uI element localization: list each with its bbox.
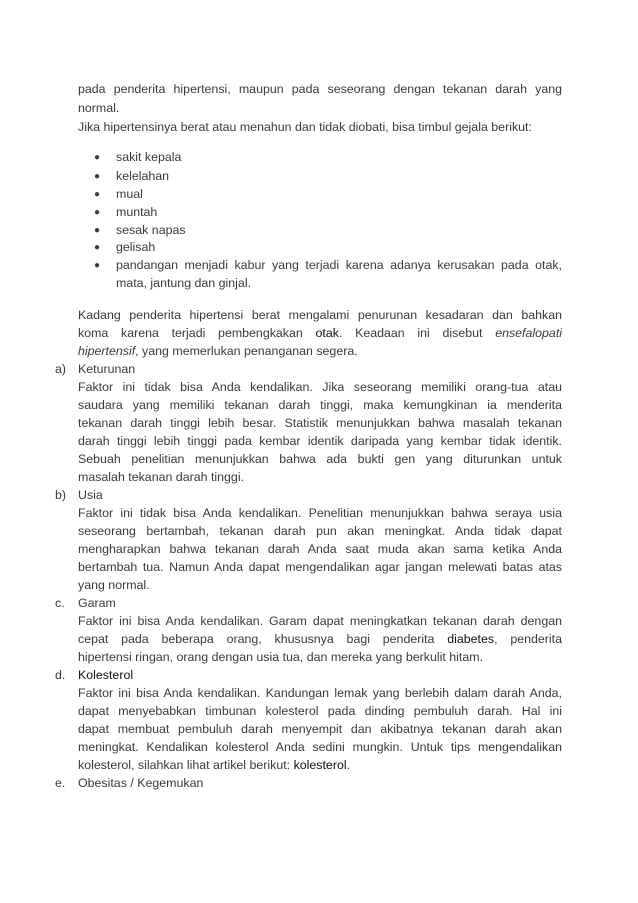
symptom-item-long-line-1: pandangan menjadi kabur yang terjadi karena adanya kerusakan pada otak, xyxy=(116,258,562,272)
symptom-item: sakit kepala xyxy=(116,150,182,164)
otak-para-text: . Keadaan ini disebut xyxy=(338,326,483,340)
section-a-line: Faktor ini tidak bisa Anda kendalikan. Jika seseorang memiliki orang-tua atau xyxy=(78,380,562,394)
section-d-line: meningkat. Kendalikan kolesterol Anda sedini mungkin. Untuk tips mengendalikan xyxy=(78,740,562,754)
otak-para-line-2 xyxy=(78,324,562,343)
section-c-line: hipertensi ringan, orang dengan usia tua, dan mereka yang berkulit hitam. xyxy=(78,650,484,664)
section-c-text: , penderita xyxy=(494,632,562,646)
symptom-item: mual xyxy=(116,187,143,201)
section-b-line: mengharapkan bahwa tekanan darah Anda saat muda akan sama ketika Anda xyxy=(78,542,562,556)
bullet-icon: ● xyxy=(94,152,101,163)
section-a-marker: a) xyxy=(55,362,67,376)
section-c-line xyxy=(78,630,562,649)
otak-para-line-3 xyxy=(78,342,358,361)
section-d-line: dapat membuat pembuluh darah menyempit dan akibatnya tekanan darah akan xyxy=(78,722,562,736)
bullet-icon: ● xyxy=(94,171,101,182)
section-b-line: yang normal. xyxy=(78,578,150,592)
section-c-title: Garam xyxy=(78,596,116,610)
section-d-text: kolesterol, silahkan lihat artikel berikut: xyxy=(78,758,294,772)
otak-para-text: koma karena terjadi pembengkakan xyxy=(78,326,303,340)
bullet-icon: ● xyxy=(94,225,101,236)
symptom-item: gelisah xyxy=(116,240,156,254)
section-d-line: Faktor ini bisa Anda kendalikan. Kandungan lemak yang berlebih dalam darah Anda, xyxy=(78,686,562,700)
section-b-line: Faktor ini tidak bisa Anda kendalikan. Penelitian menunjukkan bahwa seraya usia xyxy=(78,506,562,520)
otak-para-text: , yang memerlukan penanganan segera. xyxy=(135,344,358,358)
bullet-icon: ● xyxy=(94,260,101,271)
bullet-icon: ● xyxy=(94,207,101,218)
otak-link[interactable]: otak xyxy=(315,326,339,340)
section-b-line: bertambah tua. Namun Anda dapat mengendalikan agar jangan melewati batas atas xyxy=(78,560,562,574)
section-a-line: masalah tekanan darah tinggi. xyxy=(78,470,245,484)
symptom-item-long-line-2: mata, jantung dan ginjal. xyxy=(116,276,252,290)
section-c-line: Faktor ini bisa Anda kendalikan. Garam dapat meningkatkan tekanan darah dengan xyxy=(78,614,562,628)
intro-line-2: normal. xyxy=(78,101,120,115)
otak-para-italic: hipertensif xyxy=(78,344,136,358)
section-a-line: Sebuah penelitian menunjukkan bahwa ada bukti gen yang diturunkan untuk xyxy=(78,452,562,466)
kolesterol-link[interactable]: kolesterol xyxy=(293,758,347,772)
otak-para-line-1: Kadang penderita hipertensi berat mengalami penurunan kesadaran dan bahkan xyxy=(78,308,562,322)
section-d-line-5 xyxy=(78,756,350,775)
section-d-line: dapat menyebabkan timbunan kolesterol pada dinding pembuluh darah. Hal ini xyxy=(78,704,562,718)
otak-para-italic: ensefalopati xyxy=(495,326,562,340)
section-d-title-link[interactable]: Kolesterol xyxy=(78,668,134,682)
section-b-title: Usia xyxy=(78,488,103,502)
section-c-text: cepat pada beberapa orang, khususnya bagi penderita xyxy=(78,632,435,646)
section-d-marker: d. xyxy=(55,668,66,682)
symptom-item: kelelahan xyxy=(116,169,170,183)
bullet-icon: ● xyxy=(94,189,101,200)
section-a-title: Keturunan xyxy=(78,362,136,376)
section-b-marker: b) xyxy=(55,488,67,502)
symptom-item: muntah xyxy=(116,205,158,219)
section-d-text: . xyxy=(346,758,351,772)
intro-line-1: pada penderita hipertensi, maupun pada seseorang dengan tekanan darah yang xyxy=(78,82,562,96)
intro-line-3: Jika hipertensinya berat atau menahun dan tidak diobati, bisa timbul gejala berikut: xyxy=(78,120,532,134)
section-e-title: Obesitas / Kegemukan xyxy=(78,776,204,790)
section-a-line: tekanan darah tinggi lebih besar. Statistik menunjukkan bahwa masalah tekanan xyxy=(78,416,562,430)
section-b-line: seseorang bertambah, tekanan darah pun akan meningkat. Anda tidak dapat xyxy=(78,524,562,538)
diabetes-link[interactable]: diabetes xyxy=(447,632,495,646)
section-c-marker: c. xyxy=(55,596,65,610)
section-a-line: darah tinggi lebih tinggi pada kembar identik daripada yang kembar tidak identik. xyxy=(78,434,562,448)
bullet-icon: ● xyxy=(94,242,101,253)
section-e-marker: e. xyxy=(55,776,66,790)
section-a-line: saudara yang memiliki tekanan darah tinggi, maka kemungkinan ia menderita xyxy=(78,398,562,412)
symptom-item: sesak napas xyxy=(116,223,186,237)
